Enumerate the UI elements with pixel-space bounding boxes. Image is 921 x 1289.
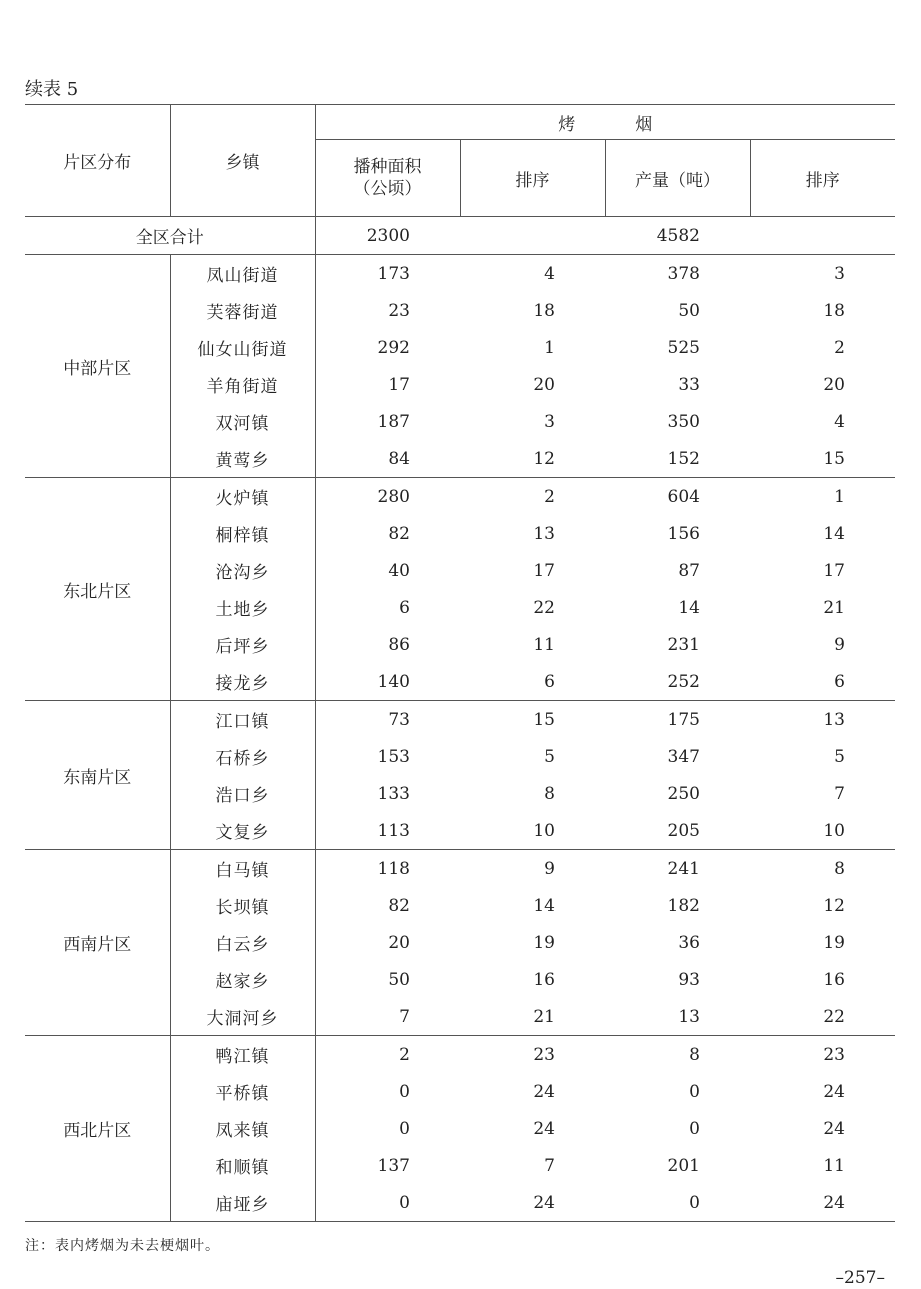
output-cell: 604 [667,486,700,507]
area-cell: 0 [399,1081,410,1102]
area-cell: 20 [388,932,410,953]
output-rank-cell: 13 [823,709,845,730]
output-rank-cell: 5 [834,746,845,767]
output-rank-cell: 23 [823,1044,845,1065]
output-rank-cell: 2 [834,337,845,358]
output-cell: 201 [667,1155,700,1176]
town-cell: 凤来镇 [170,1110,315,1147]
region-group [25,1036,895,1222]
area-cell: 17 [388,374,410,395]
area-rank-cell: 3 [544,411,555,432]
area-rank-cell: 4 [544,263,555,284]
area-rank-cell: 24 [460,1184,605,1222]
output-rank-cell: 21 [823,597,845,618]
region-cell: 中部片区 [25,255,170,478]
output-cell: 14 [678,597,700,618]
table-header [25,105,895,217]
table-row [25,478,895,516]
output-cell: 350 [667,411,700,432]
output-rank-cell: 16 [823,969,845,990]
area-cell: 0 [315,1184,460,1222]
header-town: 乡镇 [170,105,315,217]
output-rank-cell: 24 [823,1118,845,1139]
output-cell: 0 [605,1184,750,1222]
output-rank-cell: 3 [834,263,845,284]
total-output: 4582 [605,217,750,255]
area-cell: 84 [315,440,460,478]
output-cell: 33 [678,374,700,395]
total-area: 2300 [315,217,460,255]
header-region: 片区分布 [25,105,170,217]
town-cell: 文复乡 [170,812,315,850]
area-rank-cell: 6 [460,663,605,701]
area-cell: 6 [399,597,410,618]
area-rank-cell: 11 [533,634,555,655]
area-cell: 23 [388,300,410,321]
area-rank-cell: 12 [460,440,605,478]
town-cell: 芙蓉街道 [170,292,315,329]
area-cell: 187 [377,411,410,432]
output-cell: 241 [667,858,700,879]
area-cell: 118 [377,858,410,879]
town-cell: 仙女山街道 [170,329,315,366]
area-rank-cell: 22 [533,597,555,618]
area-rank-cell: 24 [533,1118,555,1139]
output-cell: 347 [667,746,700,767]
output-cell: 13 [605,998,750,1036]
output-cell: 36 [678,932,700,953]
output-rank-cell: 7 [834,783,845,804]
table-row [25,701,895,739]
output-rank-cell: 9 [834,634,845,655]
header-group-right: 烟 [635,114,653,135]
area-rank-cell: 1 [544,337,555,358]
output-cell: 252 [605,663,750,701]
table-row [25,255,895,293]
town-cell: 土地乡 [170,589,315,626]
town-cell: 桐梓镇 [170,515,315,552]
town-cell: 大洞河乡 [170,998,315,1036]
town-cell: 江口镇 [170,701,315,739]
output-cell: 50 [678,300,700,321]
header-area-line1: 播种面积 [353,157,422,177]
area-rank-cell: 13 [533,523,555,544]
area-cell: 133 [377,783,410,804]
output-cell: 156 [667,523,700,544]
town-cell: 羊角街道 [170,366,315,403]
header-output-rank: 排序 [750,140,895,217]
output-cell: 93 [678,969,700,990]
town-cell: 平桥镇 [170,1073,315,1110]
town-cell: 石桥乡 [170,738,315,775]
area-rank-cell: 8 [544,783,555,804]
header-area [315,140,460,217]
output-rank-cell: 1 [834,486,845,507]
output-rank-cell: 15 [750,440,895,478]
area-cell: 50 [388,969,410,990]
area-cell: 153 [377,746,410,767]
region-group [25,701,895,850]
header-area-rank: 排序 [460,140,605,217]
town-cell: 和顺镇 [170,1147,315,1184]
area-rank-cell: 9 [544,858,555,879]
area-cell: 292 [377,337,410,358]
header-area-line2: （公顷） [353,179,422,199]
output-cell: 0 [689,1118,700,1139]
page-number: –257– [835,1268,885,1288]
area-rank-cell: 14 [533,895,555,916]
town-cell: 长坝镇 [170,887,315,924]
output-cell: 378 [667,263,700,284]
area-cell: 82 [388,523,410,544]
table-caption: 续表 5 [25,79,79,100]
total-section [25,217,895,255]
table-note: 注：表内烤烟为未去梗烟叶。 [25,1238,220,1254]
town-cell: 白云乡 [170,924,315,961]
area-cell: 0 [399,1118,410,1139]
area-rank-cell: 2 [544,486,555,507]
output-rank-cell: 10 [750,812,895,850]
output-cell: 175 [667,709,700,730]
output-rank-cell: 6 [750,663,895,701]
area-cell: 113 [315,812,460,850]
output-rank-cell: 20 [823,374,845,395]
town-cell: 黄莺乡 [170,440,315,478]
output-cell: 250 [667,783,700,804]
area-cell: 137 [377,1155,410,1176]
output-cell: 152 [605,440,750,478]
area-cell: 140 [315,663,460,701]
output-rank-cell: 8 [834,858,845,879]
town-cell: 鸭江镇 [170,1036,315,1074]
output-cell: 8 [689,1044,700,1065]
area-rank-cell: 19 [533,932,555,953]
output-rank-cell: 17 [823,560,845,581]
area-rank-cell: 18 [533,300,555,321]
output-cell: 231 [667,634,700,655]
town-cell: 浩口乡 [170,775,315,812]
output-rank-cell: 19 [823,932,845,953]
output-rank-cell: 4 [834,411,845,432]
output-rank-cell: 12 [823,895,845,916]
area-cell: 86 [388,634,410,655]
region-group [25,478,895,701]
region-cell: 东北片区 [25,478,170,701]
town-cell: 后坪乡 [170,626,315,663]
output-rank-cell: 14 [823,523,845,544]
area-rank-cell: 21 [460,998,605,1036]
output-rank-cell: 24 [823,1081,845,1102]
output-rank-cell: 24 [750,1184,895,1222]
region-cell: 西南片区 [25,850,170,1036]
output-rank-cell: 18 [823,300,845,321]
town-cell: 火炉镇 [170,478,315,516]
output-rank-cell: 11 [823,1155,845,1176]
town-cell: 沧沟乡 [170,552,315,589]
area-cell: 2 [399,1044,410,1065]
output-cell: 0 [689,1081,700,1102]
area-cell: 40 [388,560,410,581]
tobacco-table [25,104,895,1222]
town-cell: 凤山街道 [170,255,315,293]
total-label: 全区合计 [25,217,315,255]
area-rank-cell: 23 [533,1044,555,1065]
header-group-tobacco [315,105,895,140]
area-cell: 73 [388,709,410,730]
town-cell: 接龙乡 [170,663,315,701]
table-row [25,1036,895,1074]
town-cell: 赵家乡 [170,961,315,998]
header-output: 产量（吨） [605,140,750,217]
area-cell: 173 [377,263,410,284]
town-cell: 双河镇 [170,403,315,440]
output-cell: 205 [605,812,750,850]
town-cell: 白马镇 [170,850,315,888]
area-rank-cell: 17 [533,560,555,581]
area-rank-cell: 24 [533,1081,555,1102]
output-cell: 182 [667,895,700,916]
region-group [25,850,895,1036]
header-group-left: 烤 [558,114,576,135]
table-row [25,850,895,888]
output-rank-cell: 22 [750,998,895,1036]
output-cell: 87 [678,560,700,581]
output-cell: 525 [667,337,700,358]
town-cell: 庙垭乡 [170,1184,315,1222]
area-rank-cell: 10 [460,812,605,850]
total-row [25,217,895,255]
area-rank-cell: 15 [533,709,555,730]
area-rank-cell: 7 [544,1155,555,1176]
region-group [25,255,895,478]
area-rank-cell: 16 [533,969,555,990]
area-cell: 82 [388,895,410,916]
region-cell: 东南片区 [25,701,170,850]
area-rank-cell: 20 [533,374,555,395]
area-cell: 7 [315,998,460,1036]
region-cell: 西北片区 [25,1036,170,1222]
area-cell: 280 [377,486,410,507]
area-rank-cell: 5 [544,746,555,767]
